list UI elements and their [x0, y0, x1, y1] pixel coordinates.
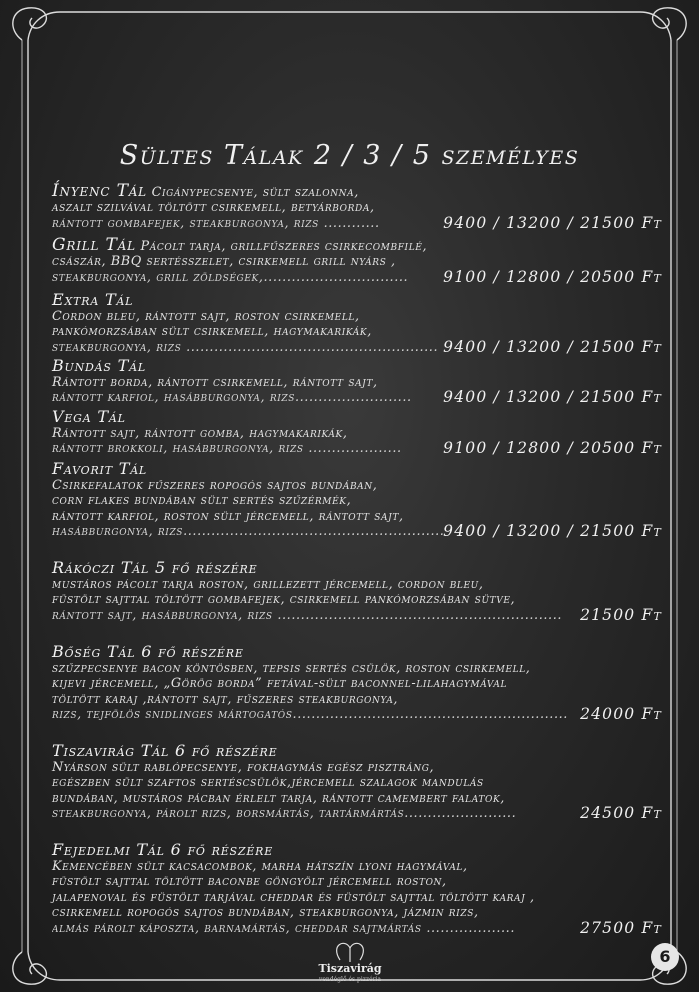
dish-line: corn flakes bundában sült sertés szűzérmék,: [52, 493, 352, 509]
dish-price: 9400 / 13200 / 21500 Ft: [443, 215, 662, 232]
dish-line: aszalt szilvával töltött csirkemell, betyárborda,: [52, 200, 375, 216]
special-line: rizs, tejfölös snidlinges mártogatós...........................................................: [52, 707, 568, 723]
special-line: bundában, mustáros pácban érlelt tarja, rántott camembert falatok,: [52, 790, 505, 806]
special-line: steakburgonya, párolt rizs, borsmártás, tartármártás........................: [52, 806, 517, 822]
special-name: Fejedelmi Tál 6 fő részére: [52, 840, 274, 859]
special-line: egészben sült szaftos sertéscsülök,jércemell szalagok mandulás: [52, 775, 484, 791]
special-line: kijevi jércemell, „Görög borda” fetával-sült baconnel-lilahagymával: [52, 676, 508, 692]
dish-line: Cigánypecsenye, sült szalonna,: [151, 185, 359, 200]
dish-price: 9400 / 13200 / 21500 Ft: [443, 524, 662, 540]
dish-line: Cordon bleu, rántott sajt, roston csirkemell,: [52, 309, 360, 324]
dish-inyenc: [52, 181, 662, 232]
dish-name: Ínyenc Tál: [52, 181, 147, 201]
special-line: füstölt sajttal töltött baconbe göngyölt jércemell roston,: [52, 874, 447, 890]
dish-line: Csirkefalatok fűszeres ropogós sajtos bundában,: [52, 478, 378, 493]
dish-favorit: [52, 459, 662, 540]
dish-line: steakburgonya, rizs ......................................................: [52, 339, 439, 355]
special-line: mustáros pácolt tarja roston, grillezett jércemell, cordon bleu,: [52, 577, 484, 592]
special-price: 24000 Ft: [580, 707, 662, 723]
dish-bundas: [52, 356, 662, 406]
dish-name: Favorit Tál: [52, 459, 148, 478]
dish-line: pankómorzsában sült csirkemell, hagymakarikák,: [52, 324, 372, 340]
special-line: töltött karaj ,rántott sajt, fűszeres steakburgonya,: [52, 691, 399, 707]
dish-line: rántott karfiol, roston sült jércemell, rántott sajt,: [52, 508, 404, 524]
dish-line: hasábburgonya, rizs........................................................: [52, 524, 445, 540]
dish-line: rántott gombafejek, steakburgonya, rizs ............: [52, 215, 380, 231]
special-price: 27500 Ft: [580, 920, 662, 937]
page-number: 6: [651, 943, 679, 971]
special-line: Kemencében sült kacsacombok, marha hátszín lyoni hagymával,: [52, 859, 468, 874]
special-price: 24500 Ft: [580, 806, 662, 822]
dish-name: Grill Tál: [52, 235, 136, 255]
dish-line: rántott brokkoli, hasábburgonya, rizs ....................: [52, 441, 402, 457]
dish-name: Vega Tál: [52, 407, 126, 426]
dish-price: 9400 / 13200 / 21500 Ft: [443, 339, 662, 356]
special-line: csirkemell ropogós sajtos bundában, steakburgonya, jázmin rizs,: [52, 905, 479, 921]
special-name: Rákóczi Tál 5 fő részére: [52, 558, 258, 577]
dish-line: Rántott borda, rántott csirkemell, rántott sajt,: [52, 375, 378, 390]
special-line: almás párolt káposzta, barnamártás, cheddar sajtmártás ...................: [52, 920, 516, 936]
special-fejedelmi: [52, 840, 662, 936]
special-name: Tiszavirág Tál 6 fő részére: [52, 741, 278, 760]
dish-grill: [52, 235, 662, 286]
dish-price: 9100 / 12800 / 20500 Ft: [443, 441, 662, 457]
dish-line: steakburgonya, grill zöldségek,...............................: [52, 269, 409, 285]
special-tiszavirag: [52, 741, 662, 822]
special-price: 21500 Ft: [580, 607, 662, 624]
menu-title: Sültes Tálak 2 / 3 / 5 személyes: [119, 140, 580, 171]
special-line: füstölt sajttal töltött gombafejek, csirkemell pankómorzsában sütve,: [52, 592, 516, 608]
logo-brand: Tiszavirág: [318, 962, 382, 975]
special-boseg: [52, 642, 662, 723]
dish-name: Bundás Tál: [52, 356, 146, 375]
dish-line: Rántott sajt, rántott gomba, hagymakarikák,: [52, 426, 348, 441]
dish-name: Extra Tál: [52, 290, 134, 309]
dish-line: rántott karfiol, hasábburgonya, rizs.........................: [52, 390, 412, 406]
restaurant-logo: [300, 940, 400, 983]
dish-vega: [52, 407, 662, 457]
dish-line: császár, BBQ sertésszelet, csirkemell grill nyárs ,: [52, 254, 396, 270]
special-line: jalapenoval és füstölt tarjával cheddar és füstölt sajttal töltött karaj ,: [52, 889, 535, 905]
dish-extra: [52, 290, 662, 355]
dish-line: Pácolt tarja, grillfűszeres csirkecombfilé,: [140, 239, 428, 254]
special-rakoczi: [52, 558, 662, 623]
special-line: Nyárson sült rablópecsenye, fokhagymás egész pisztráng,: [52, 760, 435, 775]
special-line: szűzpecsenye bacon köntösben, tepsis sertés csülök, roston csirkemell,: [52, 661, 531, 676]
dish-price: 9400 / 13200 / 21500 Ft: [443, 390, 662, 406]
special-name: Bőség Tál 6 fő részére: [52, 642, 244, 661]
special-line: rántott sajt, hasábburgonya, rizs .............................................................: [52, 607, 563, 623]
logo-subtitle: vendéglő és pizzéria: [318, 976, 381, 983]
dish-price: 9100 / 12800 / 20500 Ft: [443, 269, 662, 286]
